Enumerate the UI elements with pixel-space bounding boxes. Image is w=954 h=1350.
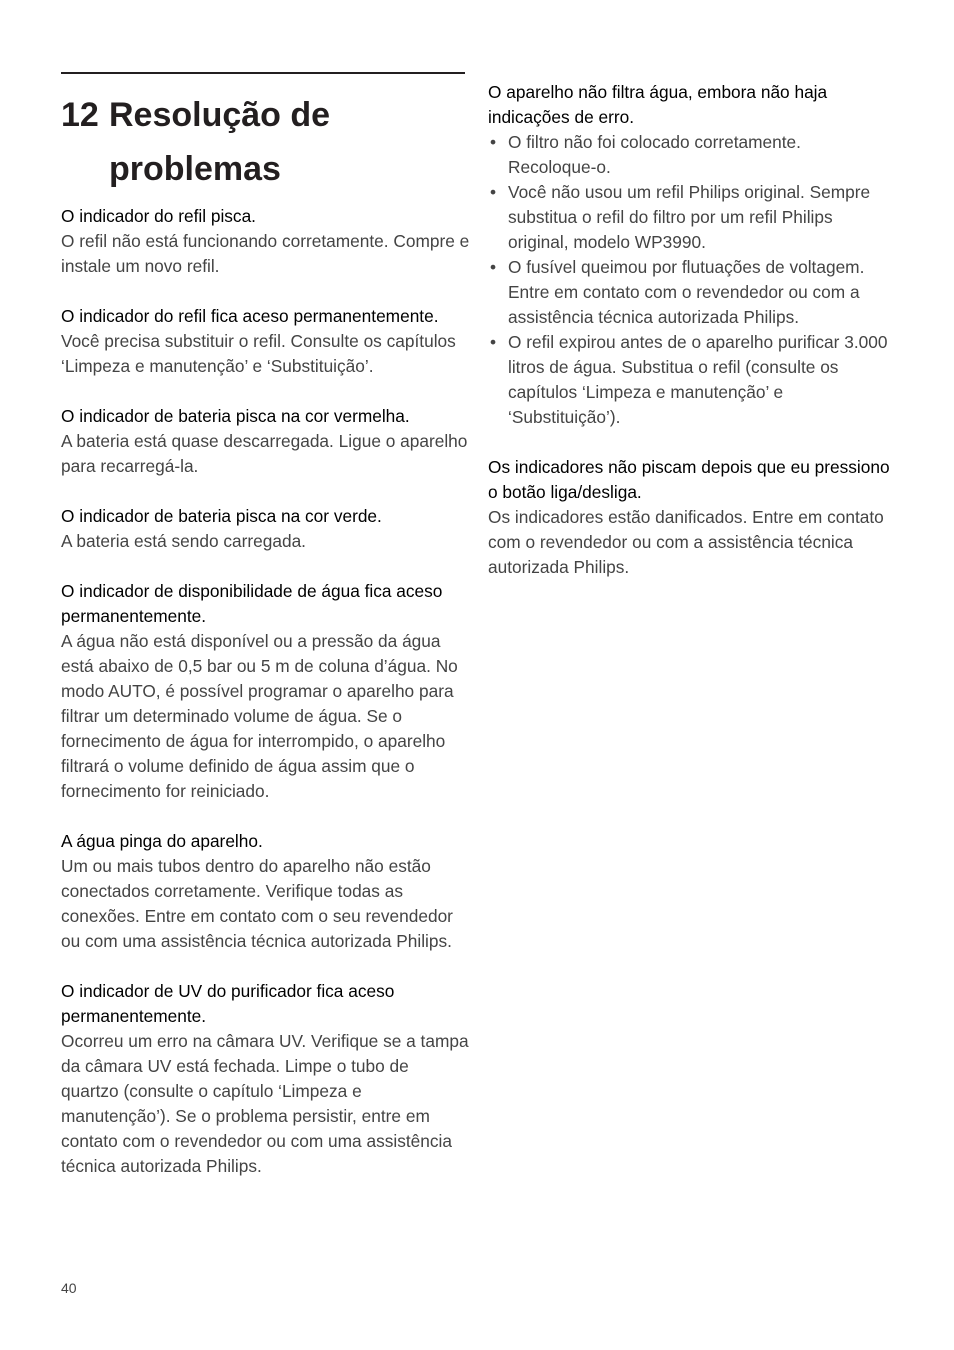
chapter-title: Resolução de problemas xyxy=(109,96,331,188)
section-answer: Um ou mais tubos dentro do aparelho não estão conectados corretamente. Verifique todas as conexões. Entre em contato com o seu revendedor ou com uma assistência técnica autorizada Philips. xyxy=(61,856,453,951)
right-column xyxy=(488,80,893,605)
section-refil-aceso xyxy=(61,304,471,379)
section-question: O aparelho não filtra água, embora não haja indicações de erro. xyxy=(488,82,828,127)
section-nao-filtra xyxy=(488,80,893,430)
section-answer: Os indicadores estão danificados. Entre em contato com o revendedor ou com a assistência técnica autorizada Philips. xyxy=(488,507,884,577)
section-bateria-vermelha xyxy=(61,404,471,479)
chapter-heading xyxy=(61,88,471,196)
section-bateria-verde xyxy=(61,504,471,554)
section-question: O indicador de UV do purificador fica aceso permanentemente. xyxy=(61,981,395,1026)
section-indicadores-nao-piscam xyxy=(488,455,893,580)
section-question: O indicador de bateria pisca na cor vermelha. xyxy=(61,406,410,426)
section-question: O indicador de disponibilidade de água fica aceso permanentemente. xyxy=(61,581,443,626)
section-agua-pinga xyxy=(61,829,471,954)
list-item: • O fusível queimou por flutuações de voltagem. Entre em contato com o revendedor ou com a assistência técnica autorizada Philips. xyxy=(488,255,893,330)
section-question: O indicador do refil pisca. xyxy=(61,206,256,226)
page-number: 40 xyxy=(61,1280,77,1296)
section-answer: A água não está disponível ou a pressão da água está abaixo de 0,5 bar ou 5 m de coluna d’água. No modo AUTO, é possível programar o aparelho para filtrar um determinado volume de água. Se o fornecimento de água for interrompido, o aparelho filtrará o volume definido de água assim que o fornecimento for reiniciado. xyxy=(61,631,458,801)
section-question: O indicador do refil fica aceso permanentemente. xyxy=(61,306,439,326)
chapter-number: 12 xyxy=(61,96,99,134)
section-question: A água pinga do aparelho. xyxy=(61,831,263,851)
section-answer: A bateria está quase descarregada. Ligue o aparelho para recarregá-la. xyxy=(61,431,468,476)
section-answer: Você precisa substituir o refil. Consulte os capítulos ‘Limpeza e manutenção’ e ‘Substituição’. xyxy=(61,331,456,376)
section-question: Os indicadores não piscam depois que eu pressiono o botão liga/desliga. xyxy=(488,457,890,502)
section-answer: O refil não está funcionando corretamente. Compre e instale um novo refil. xyxy=(61,231,470,276)
bullet-list xyxy=(488,130,893,430)
chapter-rule xyxy=(61,72,465,74)
section-question: O indicador de bateria pisca na cor verde. xyxy=(61,506,382,526)
section-answer: A bateria está sendo carregada. xyxy=(61,531,306,551)
list-item: • O refil expirou antes de o aparelho purificar 3.000 litros de água. Substitua o refil (consulte os capítulos ‘Limpeza e manutenção’ e ‘Substituição’). xyxy=(488,330,893,430)
list-item: • O filtro não foi colocado corretamente. Recoloque-o. xyxy=(488,130,893,180)
section-disponibilidade-agua xyxy=(61,579,471,804)
list-item: • Você não usou um refil Philips original. Sempre substitua o refil do filtro por um refil Philips original, modelo WP3990. xyxy=(488,180,893,255)
section-answer: Ocorreu um erro na câmara UV. Verifique se a tampa da câmara UV está fechada. Limpe o tubo de quartzo (consulte o capítulo ‘Limpeza e manutenção’). Se o problema persistir, entre em contato com o revendedor ou com uma assistência técnica autorizada Philips. xyxy=(61,1031,469,1176)
section-refil-pisca xyxy=(61,204,471,279)
left-column xyxy=(61,204,471,1204)
section-uv-aceso xyxy=(61,979,471,1179)
